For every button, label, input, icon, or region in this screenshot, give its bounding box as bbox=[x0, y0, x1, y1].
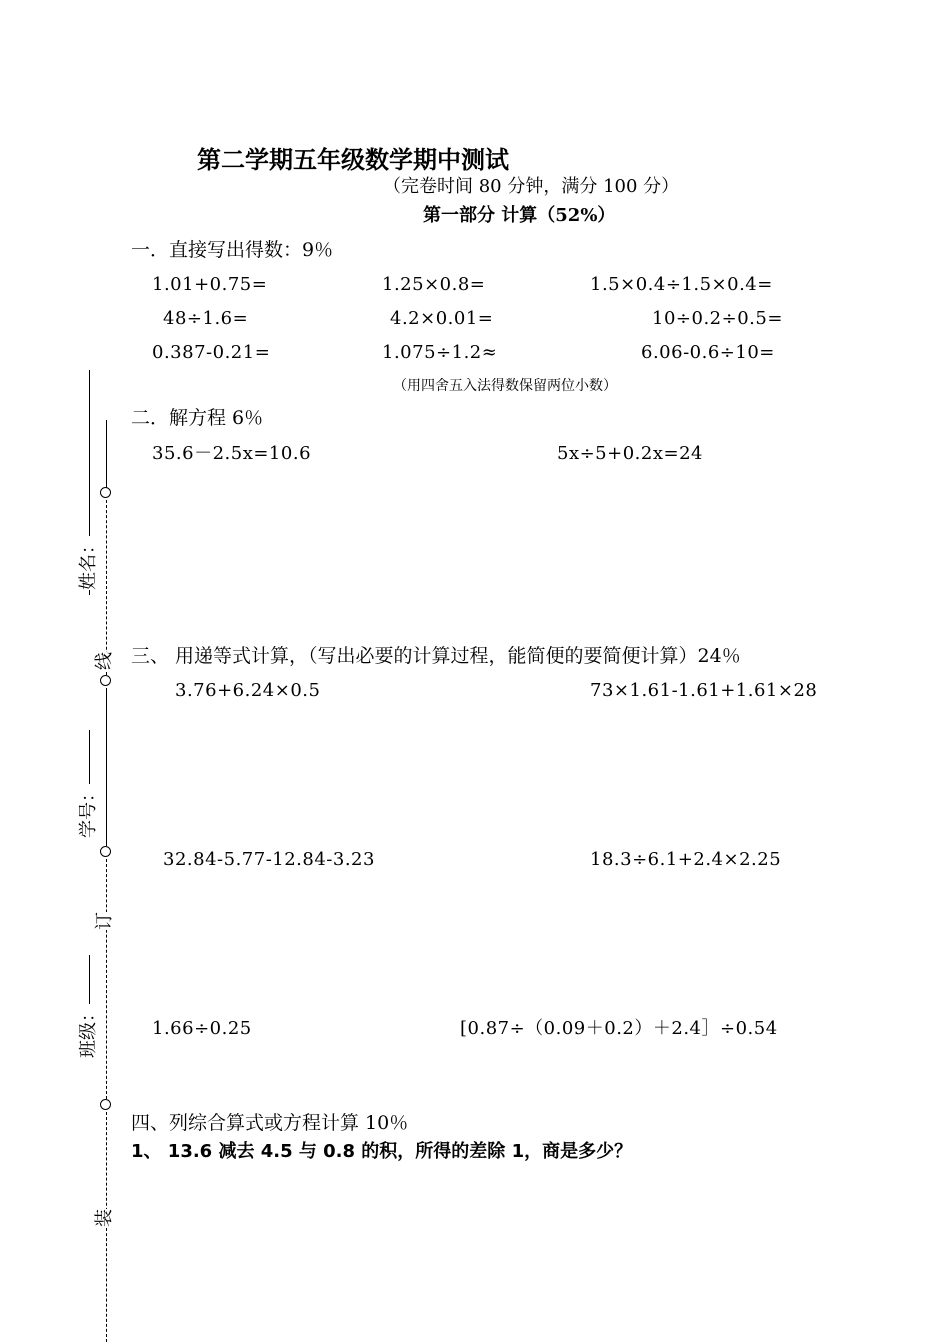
exercise: 6.06-0.6÷10= bbox=[641, 342, 775, 363]
ding-char: 订 bbox=[94, 912, 115, 930]
class-underline bbox=[89, 955, 90, 1010]
exercise: 4.2×0.01= bbox=[390, 308, 494, 329]
name-label: 姓名： bbox=[78, 536, 99, 590]
zhuang-char: 装 bbox=[94, 1209, 115, 1227]
subtitle: （完卷时间 80 分钟，满分 100 分） bbox=[383, 176, 680, 197]
exercise: 3.76+6.24×0.5 bbox=[175, 680, 321, 701]
binding-dashes bbox=[106, 859, 107, 1099]
student-no-underline bbox=[89, 730, 90, 785]
exercise: 18.3÷6.1+2.4×2.25 bbox=[590, 849, 782, 870]
equation: 5x÷5+0.2x=24 bbox=[557, 443, 703, 464]
binding-dashes bbox=[106, 500, 107, 675]
exercise: 73×1.61-1.61+1.61×28 bbox=[590, 680, 818, 701]
section-1-heading: 一．直接写出得数：9％ bbox=[131, 239, 334, 261]
class-label: 班级： bbox=[78, 1004, 99, 1058]
student-no-label: 学号： bbox=[78, 784, 99, 838]
exercise: 1.66÷0.25 bbox=[152, 1018, 252, 1039]
binding-circle bbox=[100, 675, 111, 686]
binding-line bbox=[106, 688, 107, 846]
binding-dashes bbox=[106, 1112, 107, 1342]
exercise: [0.87÷（0.09＋0.2）＋2.4］÷0.54 bbox=[460, 1018, 778, 1039]
exercise: 10÷0.2÷0.5= bbox=[652, 308, 783, 329]
exercise: 1.25×0.8= bbox=[382, 274, 486, 295]
line-char: 线 bbox=[94, 652, 115, 670]
exercise: 48÷1.6= bbox=[163, 308, 249, 329]
section-3-heading: 三、 用递等式计算，（写出必要的计算过程，能简便的要简便计算）24％ bbox=[131, 645, 741, 667]
binding-circle bbox=[100, 487, 111, 498]
binding-circle bbox=[100, 1099, 111, 1110]
exercise: 1.5×0.4÷1.5×0.4= bbox=[590, 274, 773, 295]
section-4-heading: 四、列综合算式或方程计算 10％ bbox=[131, 1112, 409, 1134]
exercise: 1.075÷1.2≈ bbox=[382, 342, 498, 363]
exercise: 1.01+0.75= bbox=[152, 274, 268, 295]
exercise: 0.387-0.21= bbox=[152, 342, 271, 363]
exercise: 32.84-5.77-12.84-3.23 bbox=[163, 849, 375, 870]
page-title: 第二学期五年级数学期中测试 bbox=[197, 146, 509, 174]
binding-line bbox=[106, 420, 107, 490]
rounding-note: （用四舍五入法得数保留两位小数） bbox=[393, 378, 617, 394]
binding-circle bbox=[100, 846, 111, 857]
part-heading: 第一部分 计算（52%） bbox=[423, 205, 616, 226]
equation: 35.6－2.5x=10.6 bbox=[152, 443, 312, 464]
question-1: 1、 13.6 减去 4.5 与 0.8 的积，所得的差除 1，商是多少？ bbox=[131, 1141, 633, 1162]
section-2-heading: 二．解方程 6％ bbox=[131, 407, 264, 429]
